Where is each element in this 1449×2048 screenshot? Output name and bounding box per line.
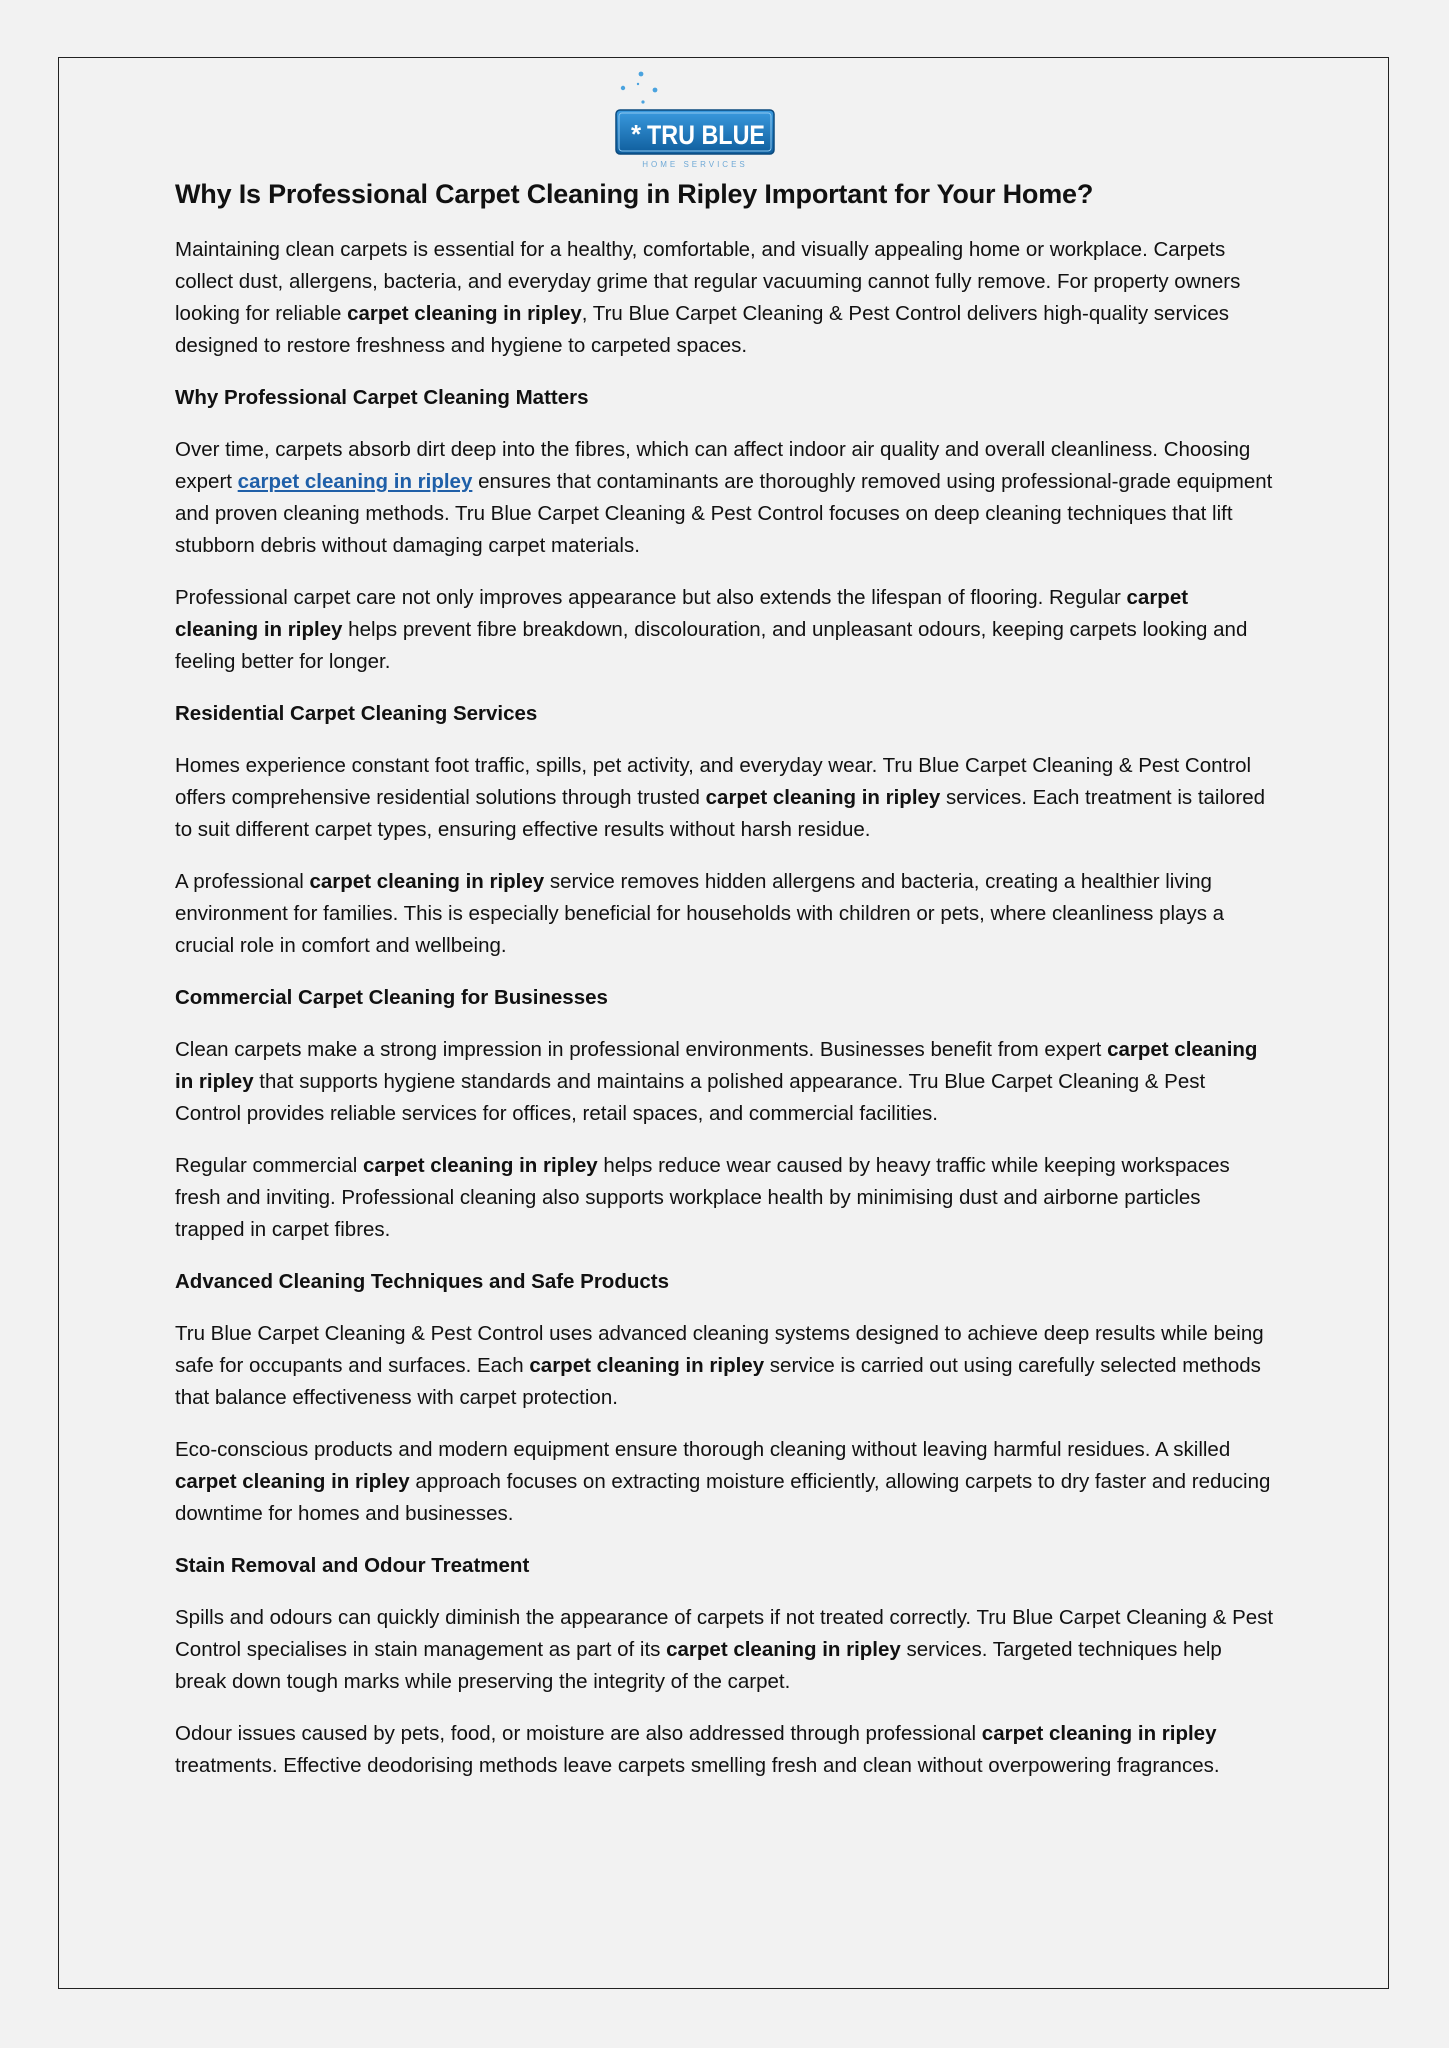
paragraph: Regular commercial carpet cleaning in ripley helps reduce wear caused by heavy traffic while keeping workspaces fresh and inviting. Professional cleaning also supports workplace health by minimising dust and airborne particles trapped in carpet fibres. <box>175 1154 1230 1241</box>
paragraph: A professional carpet cleaning in ripley service removes hidden allergens and bacteria, creating a healthier living environment for families. This is especially beneficial for households with children or pets, where cleanliness plays a crucial role in comfort and wellbeing. <box>175 870 1225 957</box>
svg-text:*: * <box>631 119 642 149</box>
paragraph: Eco-conscious products and modern equipment ensure thorough cleaning without leaving harmful residues. A skilled carpet cleaning in ripley approach focuses on extracting moisture efficiently, allowing carpets to dry faster and reducing downtime for homes and businesses. <box>175 1438 1271 1525</box>
keyword: carpet cleaning in ripley <box>309 870 545 893</box>
section-heading-residential: Residential Carpet Cleaning Services <box>175 702 538 725</box>
logo-brand-text: TRU BLUE <box>647 120 765 150</box>
paragraph: Odour issues caused by pets, food, or moisture are also addressed through professional carpet cleaning in ripley treatments. Effective deodorising methods leave carpets smelling fresh and clean without overpowering fragrances. <box>175 1722 1220 1777</box>
keyword: carpet cleaning in ripley <box>981 1722 1217 1745</box>
keyword: carpet cleaning in ripley <box>175 586 1189 641</box>
logo-tagline: HOME SERVICES <box>642 160 748 169</box>
paragraph: Clean carpets make a strong impression in professional environments. Businesses benefit from expert carpet cleaning in ripley that supports hygiene standards and maintains a polished appearance. Tru Blue Carpet Cleaning & Pest Control provides reliable services for offices, retail spaces, and commercial facilities. <box>175 1038 1258 1125</box>
paragraph: Tru Blue Carpet Cleaning & Pest Control uses advanced cleaning systems designed to achieve deep results while being safe for occupants and surfaces. Each carpet cleaning in ripley service is carried out using carefully selected methods that balance effectiveness with carpet protection. <box>175 1322 1264 1409</box>
keyword: carpet cleaning in ripley <box>666 1638 901 1661</box>
keyword: carpet cleaning in ripley <box>175 1470 410 1493</box>
keyword: carpet cleaning in ripley <box>529 1354 765 1377</box>
section-heading-stain-removal: Stain Removal and Odour Treatment <box>175 1554 530 1577</box>
article <box>175 176 1275 1802</box>
section-heading-advanced: Advanced Cleaning Techniques and Safe Products <box>175 1270 670 1293</box>
paragraph: Over time, carpets absorb dirt deep into the fibres, which can affect indoor air quality and overall cleanliness. Choosing expert carpet cleaning in ripley ensures that contaminants are thoroughly removed using professional-grade equipment and proven cleaning methods. Tru Blue Carpet Cleaning & Pest Control focuses on deep cleaning techniques that lift stubborn debris without damaging carpet materials. <box>175 438 1273 557</box>
section-heading-commercial: Commercial Carpet Cleaning for Businesses <box>175 986 608 1009</box>
keyword: carpet cleaning in ripley <box>362 1154 598 1177</box>
page-title: Why Is Professional Carpet Cleaning in Ripley Important for Your Home? <box>175 179 1094 209</box>
keyword: carpet cleaning in ripley <box>347 302 582 325</box>
keyword: carpet cleaning in ripley <box>705 786 941 809</box>
logo-graphic <box>614 66 778 172</box>
paragraph: Spills and odours can quickly diminish the appearance of carpets if not treated correctly. Tru Blue Carpet Cleaning & Pest Control specialises in stain management as part of its carpet cleaning in ripley services. Targeted techniques help break down tough marks while preserving the integrity of the carpet. <box>175 1606 1274 1693</box>
keyword: carpet cleaning in ripley <box>175 1038 1258 1093</box>
paragraph: Professional carpet care not only improves appearance but also extends the lifespan of flooring. Regular carpet cleaning in ripley helps prevent fibre breakdown, discolouration, and unpleasant odours, keeping carpets looking and feeling better for longer. <box>175 586 1248 673</box>
carpet-cleaning-link[interactable]: carpet cleaning in ripley <box>237 470 473 493</box>
intro-paragraph: Maintaining clean carpets is essential for a healthy, comfortable, and visually appealing home or workplace. Carpets collect dust, allergens, bacteria, and everyday grime that regular vacuuming cannot fully remove. For property owners looking for reliable carpet cleaning in ripley, Tru Blue Carpet Cleaning & Pest Control delivers high-quality services designed to restore freshness and hygiene to carpeted spaces. <box>175 238 1241 357</box>
tru-blue-logo <box>614 66 778 172</box>
section-heading-why-matters: Why Professional Carpet Cleaning Matters <box>175 386 589 409</box>
paragraph: Homes experience constant foot traffic, spills, pet activity, and everyday wear. Tru Blue Carpet Cleaning & Pest Control offers comprehensive residential solutions through trusted carpet cleaning in ripley services. Each treatment is tailored to suit different carpet types, ensuring effective results without harsh residue. <box>175 754 1266 841</box>
